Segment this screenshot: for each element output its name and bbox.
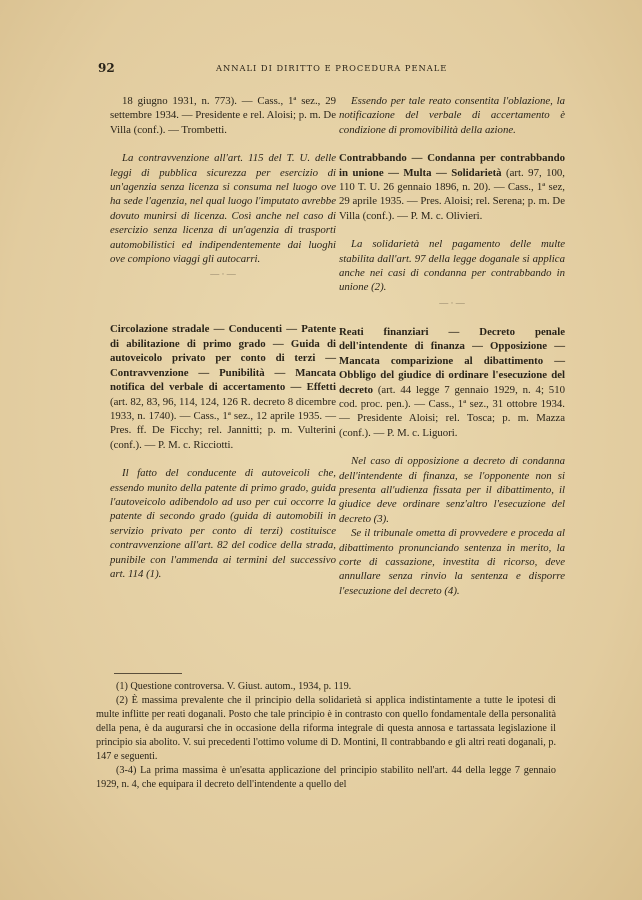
footnote-3-4: (3-4) La prima massima è un'esatta applicazione del principio stabilito nell'art. 44 della legge 7 gennaio 1929, n. 4, che equipara il decreto dell'intendente a quello del <box>96 765 556 790</box>
section-separator-right: — · — <box>439 297 465 308</box>
maxim-oblation: Essendo per tale reato consentita l'oblazione, la notificazione del verbale di accertamento è condizione di promovibilità della azione. <box>339 95 565 136</box>
entry-financial-offences <box>339 325 565 440</box>
citation-financial-offences: (art. 44 legge 7 gennaio 1929, n. 4; 510 cod. proc. pen.). — Cass., 1ª sez., 31 ottobre 1934. — Presidente Aloisi; rel. Tosca; p. m. Mazza (conf.). — P. M. c. Liguori. <box>339 383 565 439</box>
footnote-1: (1) Questione controversa. V. Giust. autom., 1934, p. 119. <box>116 681 352 692</box>
footnote-rule <box>114 673 182 674</box>
left-column <box>110 94 336 581</box>
section-separator-left: — · — <box>210 269 236 280</box>
entry-smuggling <box>339 151 565 223</box>
heading-road-traffic: Circolazione stradale — Conducenti — Patente di abilitazione di primo grado — Guida di autoveicolo privato per conto di terzi — Contravvenzione — Punibilità — Mancata notifica del verbale di accertamento — Effetti <box>110 323 336 394</box>
heading-financial-offences: Reati finanziari — Decreto penale dell'intendente di finanza — Opposizione — Mancata comparizione al dibattimento — Obbligo del giudice di ordinare l'esecuzione del decreto <box>339 325 565 396</box>
maxim-solidarity: La solidarietà nel pagamento delle multe stabilita dall'art. 97 della legge doganale si applica anche nei casi di condanna per contrabbando in unione (2). <box>339 238 565 294</box>
right-column <box>339 94 565 598</box>
citation-road-traffic: (art. 82, 83, 96, 114, 124, 126 R. decreto 8 dicembre 1933, n. 1740). — Cass., 1ª sez., 12 aprile 1935. — Pres. ff. De Ficchy; rel. Jannitti; p. m. Vulterini (conf.). — P. M. c. Ricciotti. <box>110 395 336 451</box>
citation-smuggling: (art. 97, 100, 110 T. U. 26 gennaio 1896, n. 20). — Cass., 1ª sez, 29 aprile 1935. — Pres. Aloisi; rel. Serena; p. m. De Villa (conf.). — P. M. c. Olivieri. <box>339 166 566 222</box>
maxim-opposition: Nel caso di opposizione a decreto di condanna dell'intendente di finanza, se l'opponente non si presenta all'udienza fissata per il dibattimento, il giudice deve ordinare senz'altro l'esecuzione del decreto (3). <box>339 455 565 525</box>
entry-road-traffic <box>110 322 336 452</box>
heading-smuggling: Contrabbando — Condanna per contrabbando in unione — Multa — Solidarietà <box>339 152 565 179</box>
page-header <box>98 61 562 77</box>
maxim-agency-license: La contravvenzione all'art. 115 del T. U. delle leggi di pubblica sicurezza per esercizio di un'agenzia senza licenza si consuma nel luogo ove ha sede l'agenzia, nel qual luogo l'imputato avrebbe dovuto munirsi di licenza. Così anche nel caso di esercizio senza licenza di un'agenzia di trasporti automobilistici ed indipendentemente dai luoghi ove compiono viaggi gli autocarri. <box>110 152 336 266</box>
footnotes <box>96 680 556 792</box>
maxim-driver-license: Il fatto del conducente di autoveicoli che, essendo munito della patente di primo grado, guida l'autoveicolo adibendolo ad uso per cui occorre la patente di secondo grado (guida di automobili in servizio privato per conto di terzi) costituisce contravvenzione all'art. 82 del codice della strada, punibile con l'ammenda ai termini del successivo art. 114 (1). <box>110 467 336 580</box>
citation-top-left: 18 giugno 1931, n. 773). — Cass., 1ª sez., 29 settembre 1934. — Presidente e rel. Aloisi; p. m. De Villa (conf.). — Trombetti. <box>110 95 336 136</box>
running-head: ANNALI DI DIRITTO E PROCEDURA PENALE <box>216 63 448 73</box>
footnote-2: (2) È massima prevalente che il principio della solidarietà si applica indistintamente a tutte le ipotesi di multe inflitte per reati doganali. Posto che tale principio è in contrasto con quello fondamentale della personalità della pena, è da augurarsi che in occasione della riforma integrale di questa annosa e tartassata legislazione il principio sia abolito. V. sui precedenti l'ottimo volume di D. Montini, Il contrabbando e gli altri reati doganali, p. 147 e seguenti. <box>96 695 556 762</box>
page-number: 92 <box>98 61 115 75</box>
maxim-cassation: Se il tribunale ometta di provvedere e proceda al dibattimento pronunciando sentenza in merito, la corte di cassazione, investita di ricorso, deve annullare senza rinvio la sentenza e disporre l'esecuzione del decreto (4). <box>339 527 565 597</box>
